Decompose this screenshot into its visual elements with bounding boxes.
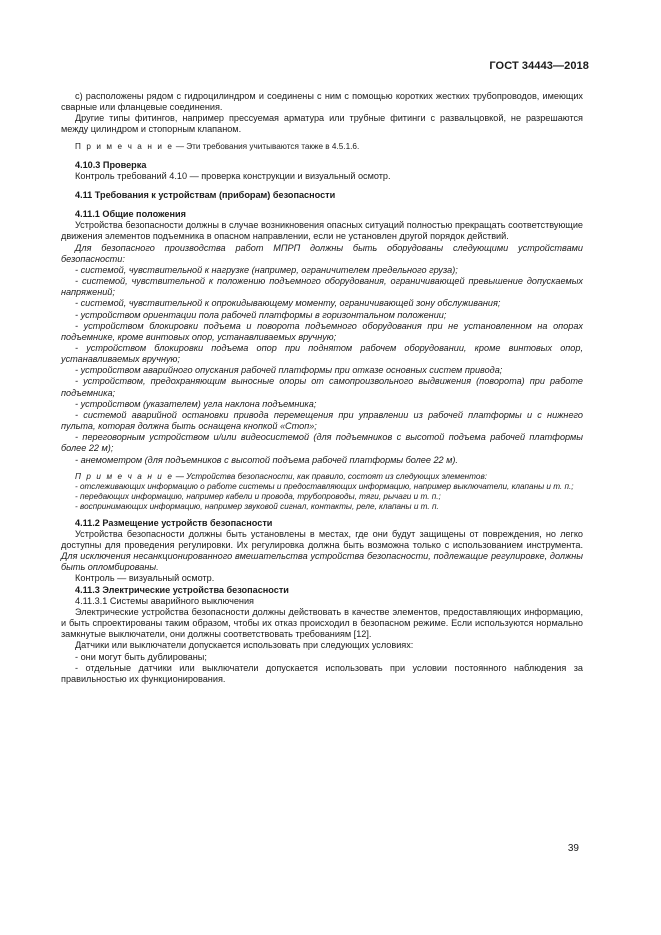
list-item: - переговорным устройством и/или видеосистемой (для подъемников с высотой подъема рабочей платформы более 22 м); bbox=[61, 432, 583, 454]
paragraph: Контроль — визуальный осмотр. bbox=[75, 573, 215, 584]
section-heading: 4.11.1 Общие положения bbox=[75, 209, 186, 220]
note-label: П р и м е ч а н и е bbox=[75, 471, 174, 481]
list-item: - устройством аварийного опускания рабочей платформы при отказе основных систем привода; bbox=[75, 365, 503, 376]
list-item: - устройством, предохраняющим выносные опоры от самопроизвольного выдвижения (поворота) при работе подъемника; bbox=[61, 376, 583, 398]
list-item: - системой аварийной остановки привода перемещения при управлении из рабочей платформы и с нижнего пульта, которая должна быть оснащена кнопкой «Стоп»; bbox=[61, 409, 583, 432]
subsection-title: 4.11.3.1 Системы аварийного выключения bbox=[75, 595, 254, 606]
list-item: - системой, чувствительной к положению подъемного оборудования, ограничивающей превышение допускаемых напряжений; bbox=[61, 276, 583, 298]
list-item: - устройством блокировки подъема опор при поднятом рабочем оборудовании, кроме винтовых опор, устанавливаемых вручную; bbox=[61, 342, 583, 365]
page-number: 39 bbox=[567, 843, 579, 854]
note-text: — Устройства безопасности, как правило, состоят из следующих элементов: bbox=[173, 471, 487, 481]
note bbox=[61, 142, 583, 152]
paragraph: Другие типы фитингов, например прессуемая арматура или трубные фитинги с развальцовкой, не разрешаются между цилиндром и стопорным клапаном. bbox=[61, 113, 583, 135]
note-label: П р и м е ч а н и е bbox=[75, 141, 174, 151]
section-heading: 4.11 Требования к устройствам (приборам) безопасности bbox=[75, 189, 336, 200]
list-item: - устройством блокировки подъема и поворота подъемного оборудования при не установленном на опорах подъемнике, кроме винтовых опор, устанавливаемых вручную; bbox=[61, 320, 583, 342]
list-item: - анемометром (для подъемников с высотой подъема рабочей платформы более 22 м). bbox=[75, 454, 458, 465]
document-code: ГОСТ 34443—2018 bbox=[489, 60, 589, 72]
note-item: - передающих информацию, например кабели и провода, трубопроводы, тяги, рычаги и т. п.; bbox=[75, 491, 441, 501]
note bbox=[61, 472, 583, 482]
list-item: - устройством ориентации пола рабочей платформы в горизонтальном положении; bbox=[75, 309, 447, 320]
paragraph: Для безопасного производства работ МПРП должны быть оборудованы следующими устройствами безопасности: bbox=[61, 242, 583, 264]
paragraph: Электрические устройства безопасности должны действовать в качестве элементов, предоставляющих информацию, и быть спроектированы таким образом, чтобы их отказ происходил в безопасном режиме. Если используются нормально замкнутые выключатели, они должны соответствовать требованиям [12]. bbox=[61, 606, 583, 640]
list-item: - отдельные датчики или выключатели допускается использовать при условии постоянного наблюдения за правильностью их функционирования. bbox=[61, 662, 583, 684]
section-heading: 4.11.2 Размещение устройств безопасности bbox=[75, 517, 273, 528]
paragraph-text-italic: Для исключения несанкционированного вмешательства устройства безопасности, подлежащие регулировке, должны быть опломбированы. bbox=[61, 551, 583, 573]
paragraph: Контроль требований 4.10 — проверка конструкции и визуальный осмотр. bbox=[75, 170, 391, 181]
paragraph-text: Устройства безопасности должны быть установлены в местах, где они будут защищены от повреждения, но легко доступны для проведения регулировки. Их регулировка должна быть возможна только с использованием инструмента. bbox=[61, 528, 583, 550]
note-item: - воспринимающих информацию, например звуковой сигнал, контакты, реле, клапаны и т. п. bbox=[75, 501, 439, 511]
note-text: — Эти требования учитываются также в 4.5.1.6. bbox=[173, 141, 360, 151]
document-body bbox=[61, 91, 583, 685]
paragraph: с) расположены рядом с гидроцилиндром и соединены с ним с помощью коротких жестких трубопроводов, имеющих сварные или фланцевые соединения. bbox=[61, 91, 583, 113]
list-item: - устройством (указателем) угла наклона подъемника; bbox=[75, 398, 317, 409]
list-item: - они могут быть дублированы; bbox=[75, 651, 207, 662]
note-item: - отслеживающих информацию о работе системы и предоставляющих информацию, например выключатели, клапаны и т. п.; bbox=[75, 481, 574, 491]
section-heading: 4.11.3 Электрические устройства безопасности bbox=[75, 584, 289, 595]
paragraph bbox=[61, 529, 583, 574]
paragraph: Устройства безопасности должны в случае возникновения опасных ситуаций полностью прекращать соответствующие движения элементов подъемника в опасном направлении, если не установлен другой порядок действий. bbox=[61, 220, 583, 242]
paragraph: Датчики или выключатели допускается использовать при следующих условиях: bbox=[75, 640, 414, 651]
section-heading: 4.10.3 Проверка bbox=[75, 159, 147, 170]
list-item: - системой, чувствительной к нагрузке (например, ограничителем предельного груза); bbox=[75, 264, 458, 275]
list-item: - системой, чувствительной к опрокидывающему моменту, ограничивающей зону обслуживания; bbox=[75, 298, 501, 309]
